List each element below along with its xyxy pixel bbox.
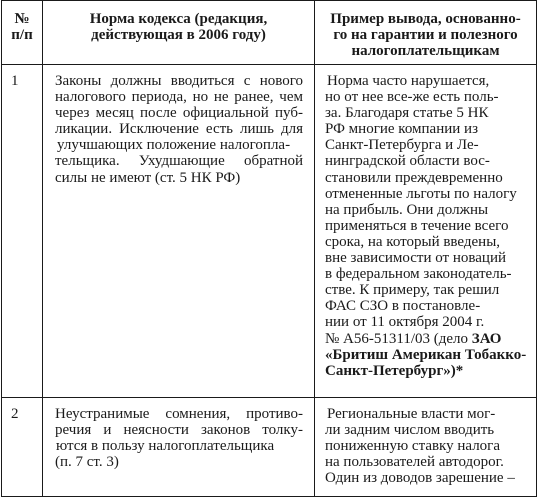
row-1-example-line: стве. К примеру, так решил: [325, 282, 500, 299]
row-1-example-line: на прибыль. Они должны: [325, 201, 489, 218]
header-number: [2, 11, 42, 43]
row-1-example-line: срока, на который введены,: [325, 233, 501, 250]
header-example: [315, 11, 536, 59]
row-2-norm-line: ются в пользу налогоплательщика: [56, 438, 275, 455]
row-1-norm-line: через месяц после официальной пуб-: [55, 105, 303, 122]
row-2-norm-line: (п. 7 ст. 3): [55, 454, 119, 471]
row-1-example-line: но от нее все-же есть поль-: [325, 89, 499, 106]
row-1-example-bold-line: Санкт-Петербург»)*: [325, 362, 464, 379]
row-2-number: 2: [11, 406, 19, 422]
row-2-example-line: на пользователей автодорог.: [325, 454, 504, 471]
header-number-line: №: [14, 11, 30, 27]
header-number-line: п/п: [11, 27, 33, 44]
row-1-example-line: за. Благодаря статье 5 НК: [325, 105, 489, 122]
row-1-example-line: отмененные льготы по налогу: [325, 185, 517, 202]
row-2-norm-line: речия и неясности законов толку-: [55, 422, 303, 439]
row-1-example-text: № А56-51311/03 (дело: [325, 330, 472, 347]
column-divider-1: [42, 0, 43, 497]
row-1-example-line: Норма часто нарушается,: [327, 73, 490, 89]
table-border-left: [1, 0, 2, 497]
table-border-right: [536, 0, 537, 497]
row-1-example-line: [325, 331, 528, 347]
row-2-norm: [55, 406, 303, 470]
row-1-norm-line: улучшающих положение налогопла-: [57, 137, 291, 154]
header-norm: [43, 11, 314, 43]
row-1-norm-line: тельщика. Ухудшающие обратной: [55, 153, 303, 170]
row-2-norm-line: Неустранимые сомнения, противо-: [55, 406, 303, 422]
row-1-norm: [55, 73, 303, 186]
row-1-example-line: становили преждевременно: [325, 169, 503, 186]
header-norm-line: действующая в 2006 году): [91, 27, 266, 44]
row-2-example-line: пониженную ставку налога: [325, 438, 500, 455]
row-1-norm-line: ликации. Исключение есть лишь для: [55, 121, 303, 138]
row-1-example-line: Санкт-Петербурга и Ле-: [325, 137, 479, 154]
row-1-number: 1: [11, 73, 19, 89]
row-2-example-line: ли задним числом вводить: [325, 422, 495, 439]
row-1-example-line: в федеральном законодатель-: [325, 266, 512, 283]
row-1-norm-line: налогового периода, но не ранее, чем: [55, 89, 303, 106]
row-1-example-line: вне зависимости от новаций: [325, 250, 507, 267]
row-1-example-line: применяться в течение всего: [325, 217, 509, 234]
table-border-top: [1, 0, 537, 1]
row-1-example-line: ФАС СЗО в постановле-: [325, 298, 481, 315]
row-2-example: [325, 406, 528, 486]
row-1-example-line: нии от 11 октября 2004 г.: [325, 314, 485, 331]
header-example-line: Пример вывода, основанно-: [330, 11, 521, 27]
row-1-example-line: РФ многие компании из: [325, 121, 478, 138]
row-2-example-line: Один из доводов зарешение –: [325, 470, 515, 487]
header-example-line: го на гарантии и полезного: [333, 27, 518, 44]
row-1-norm-line: Законы должны вводиться с нового: [55, 73, 303, 89]
row-1-example-line: нинградской области вос-: [325, 153, 490, 170]
row-2-example-line: Региональные власти мог-: [327, 406, 496, 422]
row-1-example: [325, 73, 528, 379]
row-1-example-bold-line: «Бритиш Американ Тобакко-: [325, 346, 527, 363]
header-example-line: налогоплательщикам: [351, 43, 500, 60]
header-row-divider: [1, 64, 537, 65]
row-1-norm-line: силы не имеют (ст. 5 НК РФ): [55, 169, 241, 186]
row-divider: [1, 397, 537, 398]
column-divider-2: [314, 0, 315, 497]
row-1-example-bold-text: ЗАО: [471, 330, 502, 347]
header-norm-line: Норма кодекса (редакция,: [89, 11, 268, 27]
